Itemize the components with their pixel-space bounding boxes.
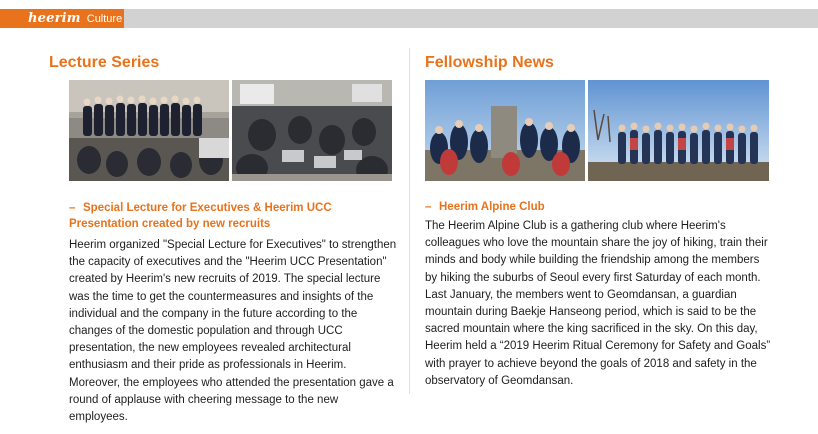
hiking-group-photo — [425, 80, 585, 181]
section-label: Culture — [86, 12, 123, 25]
alpine-paragraph-1: The Heerim Alpine Club is a gathering club where Heerim's colleagues who love the mountain share the joy of hiking, train their minds and body while building the friendship among the members by hiking the suburbs of Seoul every first Saturday of each month. — [425, 220, 768, 284]
lecture-room-photo — [232, 80, 392, 181]
lecture-series-title: Lecture Series — [49, 54, 160, 71]
subtitle-dash: – — [425, 201, 432, 213]
fellowship-news-title: Fellowship News — [425, 54, 554, 71]
lecture-subtitle-text: Special Lecture for Executives & Heerim UCC Presentation created by new recruits — [69, 202, 332, 230]
subtitle-dash: – — [69, 202, 76, 214]
brand-logo: heerim — [28, 11, 81, 26]
alpine-paragraph-2: Last January, the members went to Geomdansan, a guardian mountain during Baekje Hanseong period, which is said to be the sacred mountain where the king sacrificed in the sky. On this day, Heerim held a “2019 Heerim Ritual Ceremony for Safety and Goals” with prayer to achieve beyond the goals of 2018 and safety in the observatory of Geomdansan. — [425, 288, 771, 387]
lecture-paragraph — [69, 237, 399, 426]
alpine-paragraphs — [425, 218, 771, 390]
header-bar — [0, 9, 818, 28]
lecture-paragraph-text: Heerim organized "Special Lecture for Executives" to strengthen the capacity of executives and the "Heerim UCC Presentation" created by Heerim's new recruits of 2019. The special lecture was the time to get the countermeasures and insights of the individual and the company in the future according to the changes of the domestic population and through UCC presentation, the new employees revealed architectural enthusiasm and their pride as professionals in Heerim. Moreover, the employees who attended the presentation gave a round of applause with cheering message to the new employees. — [69, 239, 397, 424]
section-tag — [0, 9, 124, 28]
lecture-subtitle — [69, 200, 399, 232]
column-divider — [409, 48, 410, 394]
lecture-group-photo — [69, 80, 229, 181]
alpine-subtitle — [425, 199, 770, 215]
alpine-subtitle-text: Heerim Alpine Club — [439, 201, 545, 213]
mountain-summit-photo — [588, 80, 769, 181]
